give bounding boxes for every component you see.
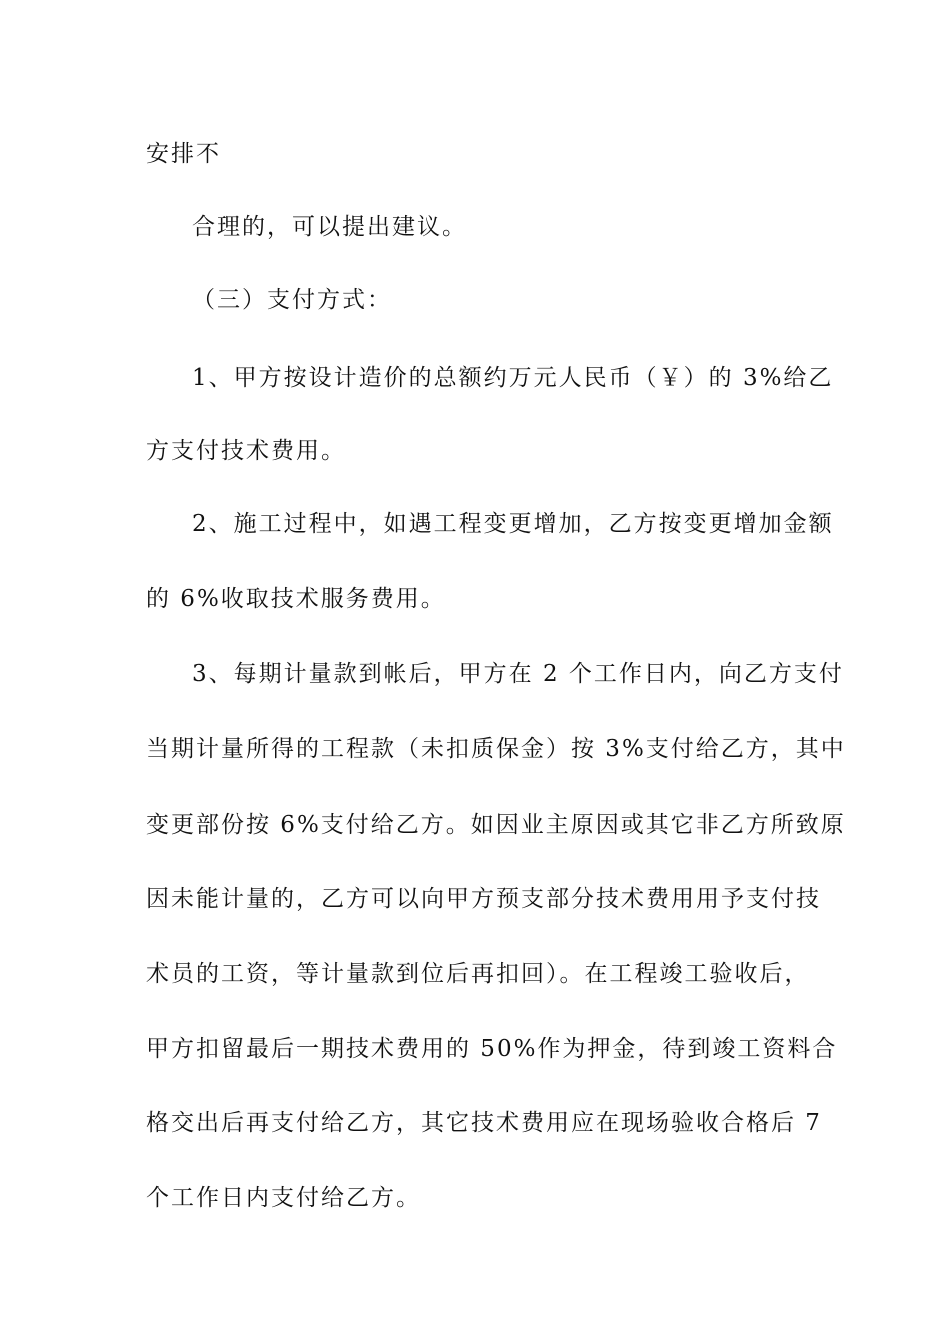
text-line-15: 个工作日内支付给乙方。	[146, 1185, 421, 1211]
text-line-14: 格交出后再支付给乙方，其它技术费用应在现场验收合格后 7	[146, 1110, 822, 1136]
text-line-10: 变更部份按 6%支付给乙方。如因业主原因或其它非乙方所致原	[146, 812, 846, 838]
text-line-8: 3、每期计量款到帐后，甲方在 2 个工作日内，向乙方支付	[192, 661, 844, 687]
text-line-13: 甲方扣留最后一期技术费用的 50%作为押金，待到竣工资料合	[146, 1036, 838, 1062]
text-line-7: 的 6%收取技术服务费用。	[146, 586, 446, 612]
text-line-6: 2、施工过程中，如遇工程变更增加，乙方按变更增加金额	[192, 511, 834, 537]
text-line-5: 方支付技术费用。	[146, 438, 346, 464]
text-line-11: 因未能计量的，乙方可以向甲方预支部分技术费用用予支付技	[146, 886, 821, 912]
text-line-12: 术员的工资，等计量款到位后再扣回）。在工程竣工验收后，	[146, 961, 810, 987]
text-line-2: 合理的，可以提出建议。	[192, 214, 467, 240]
text-line-9: 当期计量所得的工程款（未扣质保金）按 3%支付给乙方，其中	[146, 736, 846, 762]
text-line-4: 1、甲方按设计造价的总额约万元人民币（￥）的 3%给乙	[192, 365, 834, 391]
section-heading-payment: （三）支付方式：	[192, 287, 392, 313]
text-line-1: 安排不	[146, 141, 221, 167]
